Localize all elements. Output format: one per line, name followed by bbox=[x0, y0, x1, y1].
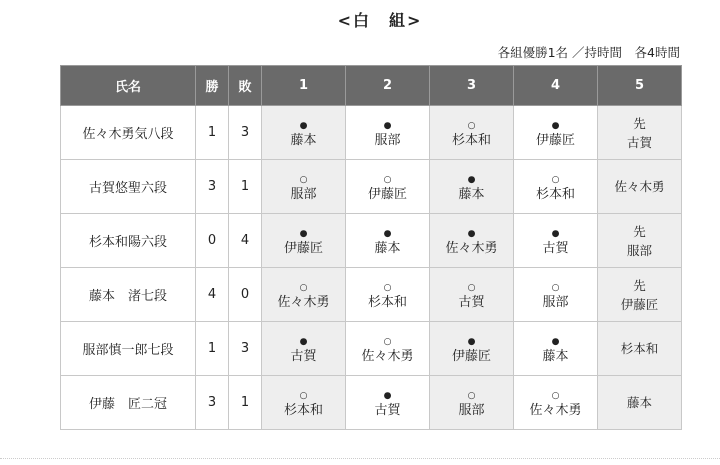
opponent-name: 藤本 bbox=[374, 241, 401, 256]
round-2-result bbox=[346, 106, 430, 160]
header-wins: 勝 bbox=[196, 66, 229, 106]
opponent-name: 服部 bbox=[374, 133, 401, 148]
losses-count: 3 bbox=[229, 106, 262, 160]
round-4-result bbox=[514, 106, 598, 160]
result-mark: ● bbox=[551, 121, 560, 131]
first-move-label: 先 bbox=[633, 223, 646, 239]
round-5-pairing bbox=[598, 106, 682, 160]
header-round-5: 5 bbox=[598, 66, 682, 106]
result-mark: ● bbox=[383, 391, 392, 401]
round-5-pairing bbox=[598, 376, 682, 430]
player-name: 藤本 渚七段 bbox=[61, 268, 196, 322]
result-mark: ○ bbox=[551, 175, 560, 185]
player-name: 佐々木勇気八段 bbox=[61, 106, 196, 160]
opponent-name: 古賀 bbox=[542, 241, 569, 256]
opponent-name: 佐々木勇 bbox=[361, 349, 414, 364]
result-mark: ● bbox=[299, 229, 308, 239]
header-round-4: 4 bbox=[514, 66, 598, 106]
opponent-name: 伊藤匠 bbox=[451, 349, 491, 364]
table-row bbox=[61, 322, 682, 376]
round-4-result bbox=[514, 214, 598, 268]
league-table bbox=[60, 65, 682, 430]
losses-count: 1 bbox=[229, 376, 262, 430]
table-row bbox=[61, 106, 682, 160]
header-round-2: 2 bbox=[346, 66, 430, 106]
tournament-note: 各組優勝1名 ／持時間 各4時間 bbox=[497, 45, 680, 60]
header-round-1: 1 bbox=[262, 66, 346, 106]
round-4-result bbox=[514, 322, 598, 376]
table-row bbox=[61, 214, 682, 268]
wins-count: 3 bbox=[196, 376, 229, 430]
result-mark: ● bbox=[299, 337, 308, 347]
round-2-result bbox=[346, 160, 430, 214]
round-3-result bbox=[430, 268, 514, 322]
header-name: 氏名 bbox=[61, 66, 196, 106]
result-mark: ○ bbox=[299, 175, 308, 185]
result-mark: ● bbox=[467, 175, 476, 185]
round-3-result bbox=[430, 160, 514, 214]
round-3-result bbox=[430, 214, 514, 268]
round-5-pairing bbox=[598, 268, 682, 322]
wins-count: 3 bbox=[196, 160, 229, 214]
result-mark: ○ bbox=[551, 283, 560, 293]
round-4-result bbox=[514, 376, 598, 430]
round-1-result bbox=[262, 322, 346, 376]
opponent-name: 藤本 bbox=[290, 133, 317, 148]
result-mark: ○ bbox=[467, 121, 476, 131]
table-row bbox=[61, 160, 682, 214]
opponent-name: 服部 bbox=[290, 187, 317, 202]
opponent-name: 服部 bbox=[542, 295, 569, 310]
player-name: 杉本和陽六段 bbox=[61, 214, 196, 268]
round-1-result bbox=[262, 160, 346, 214]
opponent-name: 伊藤匠 bbox=[367, 187, 407, 202]
opponent-name: 杉本和 bbox=[283, 403, 323, 418]
opponent-name: 伊藤匠 bbox=[535, 133, 575, 148]
losses-count: 0 bbox=[229, 268, 262, 322]
opponent-name: 杉本和 bbox=[451, 133, 491, 148]
round-1-result bbox=[262, 214, 346, 268]
round-3-result bbox=[430, 106, 514, 160]
result-mark: ○ bbox=[299, 283, 308, 293]
wins-count: 1 bbox=[196, 106, 229, 160]
round-2-result bbox=[346, 214, 430, 268]
round-3-result bbox=[430, 376, 514, 430]
result-mark: ○ bbox=[383, 175, 392, 185]
result-mark: ○ bbox=[467, 391, 476, 401]
opponent-name: 古賀 bbox=[626, 134, 652, 150]
round-5-pairing bbox=[598, 322, 682, 376]
round-2-result bbox=[346, 322, 430, 376]
wins-count: 1 bbox=[196, 322, 229, 376]
first-move-label: 先 bbox=[633, 277, 646, 293]
round-4-result bbox=[514, 160, 598, 214]
opponent-name: 古賀 bbox=[290, 349, 317, 364]
first-move-label: 先 bbox=[633, 115, 646, 131]
result-mark: ● bbox=[299, 121, 308, 131]
result-mark: ● bbox=[383, 121, 392, 131]
player-name: 服部慎一郎七段 bbox=[61, 322, 196, 376]
round-2-result bbox=[346, 268, 430, 322]
result-mark: ○ bbox=[467, 283, 476, 293]
opponent-name: 伊藤匠 bbox=[620, 296, 659, 312]
opponent-name: 古賀 bbox=[374, 403, 401, 418]
opponent-name: 杉本和 bbox=[620, 341, 659, 356]
round-1-result bbox=[262, 376, 346, 430]
opponent-name: 佐々木勇 bbox=[277, 295, 330, 310]
round-2-result bbox=[346, 376, 430, 430]
opponent-name: 藤本 bbox=[626, 395, 652, 410]
header-losses: 敗 bbox=[229, 66, 262, 106]
round-3-result bbox=[430, 322, 514, 376]
wins-count: 4 bbox=[196, 268, 229, 322]
opponent-name: 佐々木勇 bbox=[614, 179, 665, 194]
opponent-name: 伊藤匠 bbox=[283, 241, 323, 256]
losses-count: 1 bbox=[229, 160, 262, 214]
opponent-name: 杉本和 bbox=[535, 187, 575, 202]
opponent-name: 杉本和 bbox=[367, 295, 407, 310]
opponent-name: 服部 bbox=[626, 242, 652, 258]
wins-count: 0 bbox=[196, 214, 229, 268]
player-name: 伊藤 匠二冠 bbox=[61, 376, 196, 430]
result-mark: ○ bbox=[383, 337, 392, 347]
round-5-pairing bbox=[598, 214, 682, 268]
round-1-result bbox=[262, 106, 346, 160]
round-1-result bbox=[262, 268, 346, 322]
header-round-3: 3 bbox=[430, 66, 514, 106]
opponent-name: 服部 bbox=[458, 403, 485, 418]
result-mark: ● bbox=[467, 337, 476, 347]
page-title: <白 組> bbox=[337, 11, 423, 30]
result-mark: ● bbox=[383, 229, 392, 239]
result-mark: ○ bbox=[551, 391, 560, 401]
opponent-name: 佐々木勇 bbox=[529, 403, 582, 418]
opponent-name: 藤本 bbox=[542, 349, 569, 364]
result-mark: ○ bbox=[383, 283, 392, 293]
round-4-result bbox=[514, 268, 598, 322]
opponent-name: 佐々木勇 bbox=[445, 241, 498, 256]
losses-count: 3 bbox=[229, 322, 262, 376]
table-header-row bbox=[61, 66, 682, 106]
losses-count: 4 bbox=[229, 214, 262, 268]
result-mark: ● bbox=[551, 337, 560, 347]
result-mark: ● bbox=[467, 229, 476, 239]
round-5-pairing bbox=[598, 160, 682, 214]
player-name: 古賀悠聖六段 bbox=[61, 160, 196, 214]
result-mark: ● bbox=[551, 229, 560, 239]
opponent-name: 藤本 bbox=[458, 187, 485, 202]
result-mark: ○ bbox=[299, 391, 308, 401]
opponent-name: 古賀 bbox=[458, 295, 485, 310]
table-row bbox=[61, 376, 682, 430]
divider bbox=[0, 458, 720, 459]
table-row bbox=[61, 268, 682, 322]
